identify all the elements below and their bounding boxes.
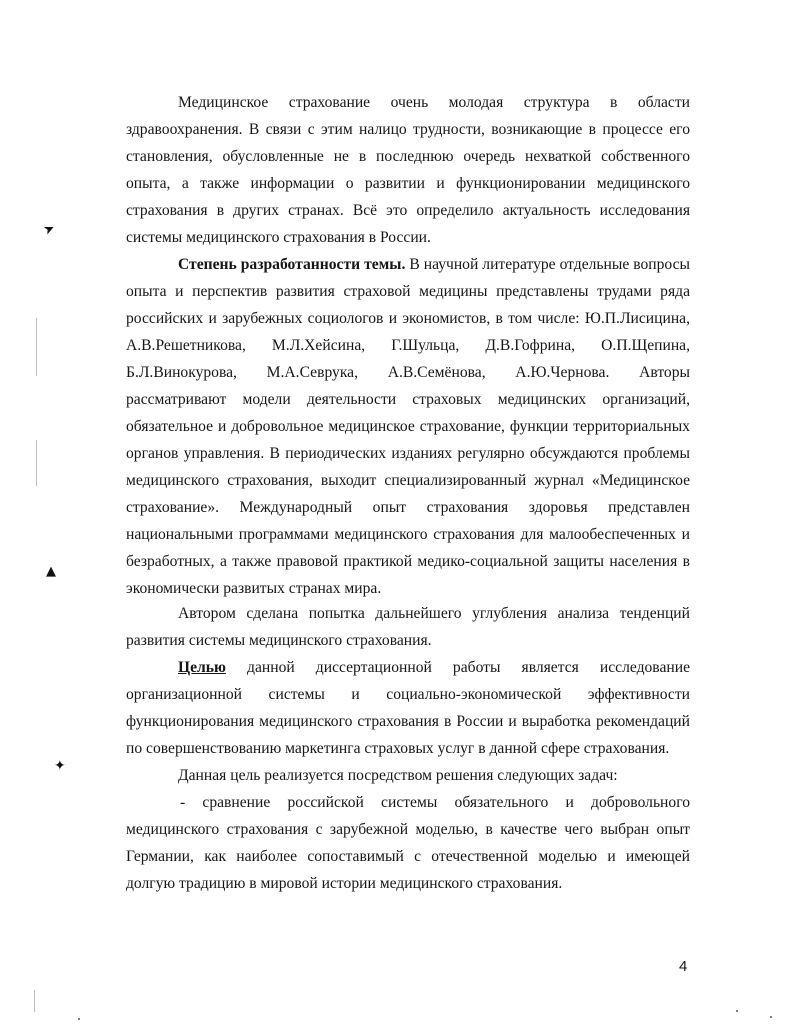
scan-speck bbox=[736, 1010, 738, 1012]
paragraph-body: данной диссертационной работы является исследование организационной системы и социально-экономической эффективности функционирования медицинского страхования в России и выработка рекомендаций по совершенствованию маркетинга страховых услуг в данной сфере страхования. bbox=[126, 659, 690, 757]
paragraph-goal bbox=[126, 654, 690, 762]
paragraph-elaboration bbox=[126, 251, 690, 602]
scan-artifact-line bbox=[34, 990, 35, 1012]
section-heading-goal: Целью bbox=[178, 659, 226, 676]
paragraph-text: Медицинское страхование очень молодая структура в области здравоохранения. В связи с этим налицо трудности, возникающие в процессе его становления, обусловленные не в последнюю очередь нехваткой собственного опыта, а также информации о развитии и функционировании медицинского страхования в других странах. Всё это определило актуальность исследования системы медицинского страхования в России. bbox=[126, 94, 690, 246]
list-item-task bbox=[126, 789, 690, 897]
scan-artifact-line bbox=[36, 440, 37, 486]
scan-mark-icon: ▲ bbox=[46, 564, 56, 579]
scan-speck bbox=[770, 1016, 772, 1018]
scan-speck bbox=[78, 1018, 80, 1020]
section-heading-elaboration: Степень разработанности темы. bbox=[178, 256, 406, 273]
page-number: 4 bbox=[679, 958, 688, 975]
paragraph-text bbox=[126, 654, 690, 762]
paragraph-author-attempt bbox=[126, 600, 690, 654]
paragraph-relevance bbox=[126, 89, 690, 251]
scan-mark-icon: ✦ bbox=[54, 758, 66, 774]
paragraph-text bbox=[126, 251, 690, 602]
paragraph-text: Данная цель реализуется посредством решения следующих задач: bbox=[178, 767, 618, 784]
scan-artifact-line bbox=[36, 318, 37, 376]
paragraph-text: - сравнение российской системы обязательного и добровольного медицинского страхования с зарубежной моделью, в качестве чего выбран опыт Германии, как наиболее сопоставимый с отечественной моделью и имеющей долгую традицию в мировой истории медицинского страхования. bbox=[126, 794, 690, 892]
paragraph-body: В научной литературе отдельные вопросы опыта и перспектив развития страховой медицины представлены трудами ряда российских и зарубежных социологов и экономистов, в том числе: Ю.П.Лисицина, А.В.Решетникова, М.Л.Хейсина, Г.Шульца, Д.В.Гофрина, О.П.Щепина, Б.Л.Винокурова, М.А.Севрука, А.В.Семёнова, А.Ю.Чернова. Авторы рассматривают модели деятельности страховых медицинских организаций, обязательное и добровольное медицинское страхование, функции территориальных органов управления. В периодических изданиях регулярно обсуждаются проблемы медицинского страхования, выходит специализированный журнал «Медицинское страхование». Международный опыт страхования здоровья представлен национальными программами медицинского страхования для малообеспеченных и безработных, а также правовой практикой медико-социальной защиты населения в экономически развитых странах мира. bbox=[126, 256, 691, 597]
scan-mark-icon: ➤ bbox=[41, 220, 58, 239]
paragraph-tasks-intro bbox=[126, 762, 690, 789]
paragraph-text: Автором сделана попытка дальнейшего углубления анализа тенденций развития системы медицинского страхования. bbox=[126, 605, 690, 649]
